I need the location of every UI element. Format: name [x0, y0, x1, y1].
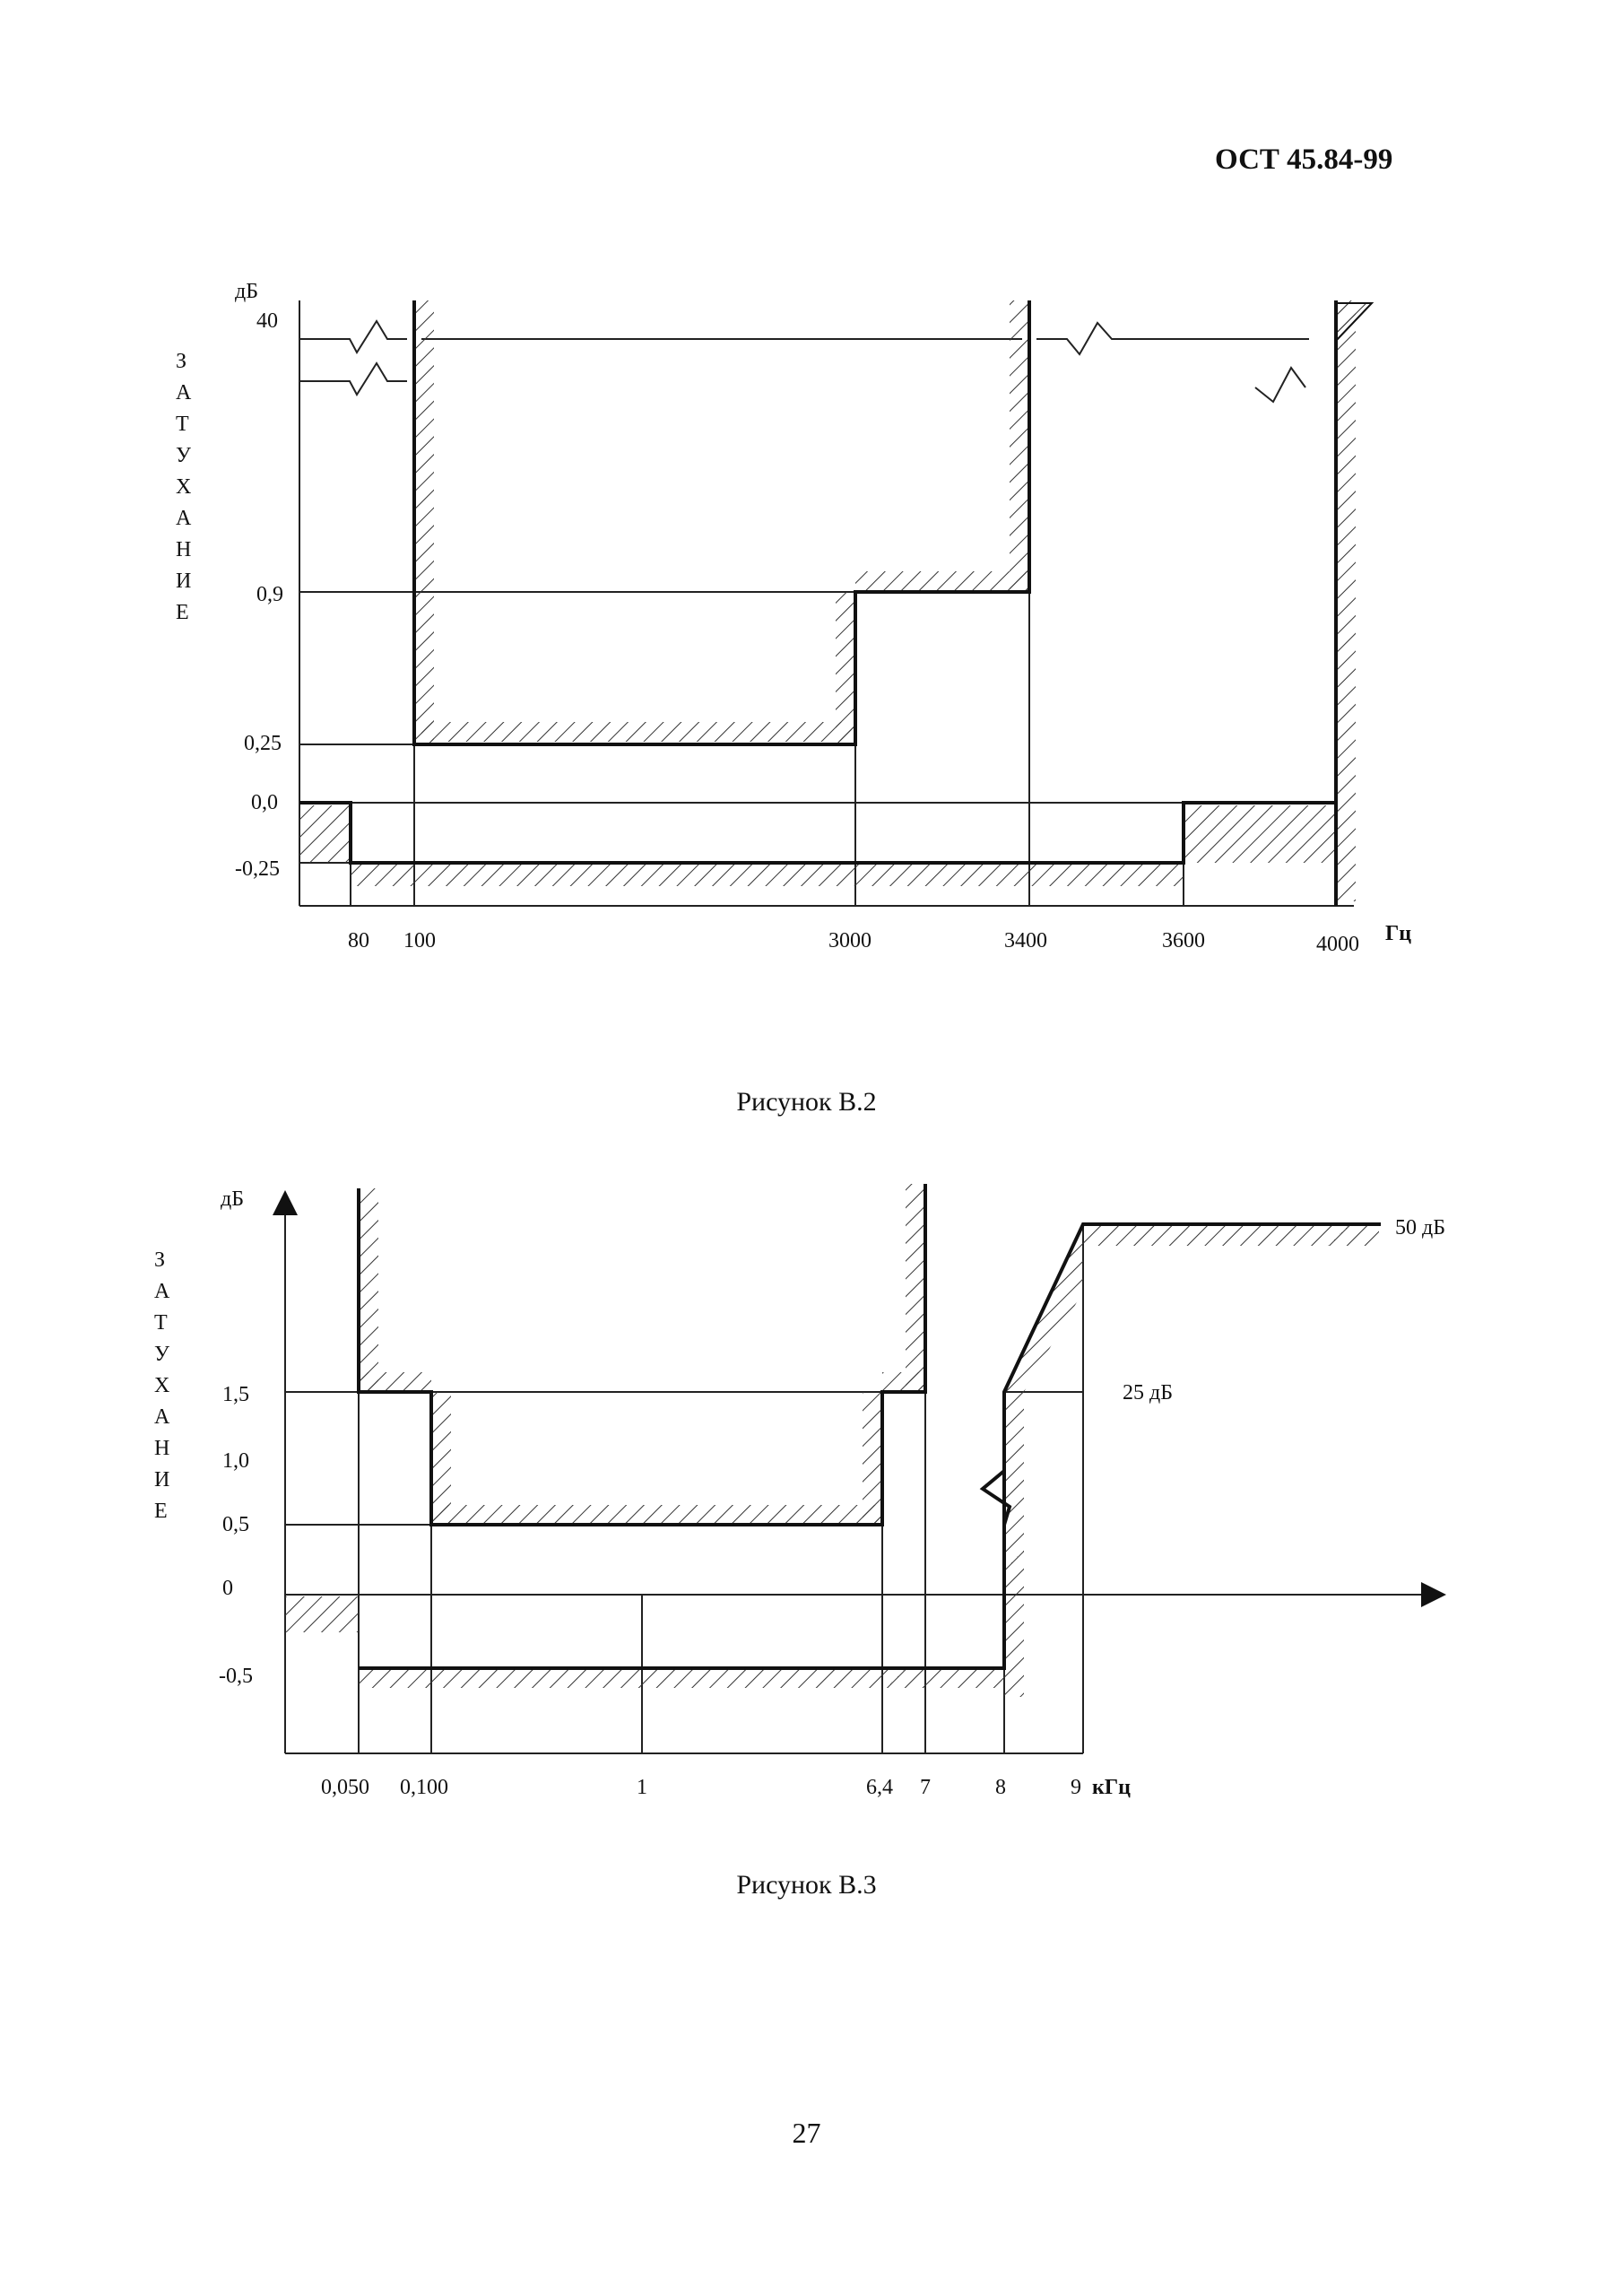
y-title-letter: Т: [176, 413, 189, 436]
x-tick-label: 3000: [828, 929, 872, 952]
figure-b3-caption: Рисунок В.3: [736, 1870, 877, 1900]
x-unit-label: Гц: [1385, 922, 1412, 945]
x-tick-label: 4000: [1316, 933, 1359, 956]
y-axis-title: [154, 1248, 170, 1523]
y-tick-label: -0,25: [235, 857, 280, 881]
y-tick-label: 0,5: [222, 1513, 249, 1536]
annotation-25db: 25 дБ: [1123, 1381, 1173, 1405]
x-tick-label: 8: [995, 1776, 1006, 1799]
y-title-letter: И: [154, 1468, 170, 1492]
y-title-letter: А: [154, 1280, 170, 1303]
annotation-50db: 50 дБ: [1395, 1216, 1445, 1239]
y-tick-label: 0: [222, 1577, 233, 1600]
y-tick-label: 0,25: [244, 732, 282, 755]
y-title-letter: Н: [154, 1437, 170, 1460]
y-tick-label: -0,5: [219, 1665, 253, 1688]
x-tick-label: 9: [1071, 1776, 1081, 1799]
y-tick-label: 0,0: [251, 791, 278, 814]
page-number: 27: [792, 2117, 821, 2149]
mask-hatching: [285, 1184, 1379, 1697]
x-tick-label: 0,050: [321, 1776, 369, 1799]
y-title-letter: Х: [154, 1374, 170, 1397]
y-tick-label: 0,9: [256, 583, 283, 606]
y-tick-label: 40: [256, 309, 278, 333]
figure-b2-caption: Рисунок В.2: [736, 1087, 877, 1117]
y-title-letter: Х: [176, 475, 192, 499]
x-tick-label: 100: [403, 929, 436, 952]
y-title-letter: Е: [154, 1500, 168, 1523]
y-title-letter: У: [154, 1343, 169, 1366]
x-tick-label: 0,100: [400, 1776, 448, 1799]
y-title-letter: Н: [176, 538, 192, 561]
y-title-letter: А: [154, 1405, 170, 1429]
y-unit-label: дБ: [235, 280, 258, 303]
y-title-letter: З: [176, 350, 187, 373]
document-code: ОСТ 45.84-99: [1215, 144, 1393, 176]
y-title-letter: А: [176, 381, 192, 404]
y-title-letter: Е: [176, 601, 189, 624]
y-title-letter: И: [176, 570, 192, 593]
y-title-letter: А: [176, 507, 192, 530]
x-tick-label: 7: [920, 1776, 931, 1799]
y-title-letter: З: [154, 1248, 166, 1272]
y-title-letter: Т: [154, 1311, 168, 1335]
y-unit-label: дБ: [221, 1187, 244, 1211]
y-tick-label: 1,5: [222, 1383, 249, 1406]
x-tick-label: 3600: [1162, 929, 1205, 952]
x-tick-label: 80: [348, 929, 369, 952]
y-title-letter: У: [176, 444, 191, 467]
x-tick-label: 3400: [1004, 929, 1047, 952]
x-unit-label: кГц: [1092, 1776, 1131, 1799]
x-tick-label: 1: [637, 1776, 647, 1799]
y-tick-label: 1,0: [222, 1449, 249, 1473]
x-tick-label: 6,4: [866, 1776, 893, 1799]
